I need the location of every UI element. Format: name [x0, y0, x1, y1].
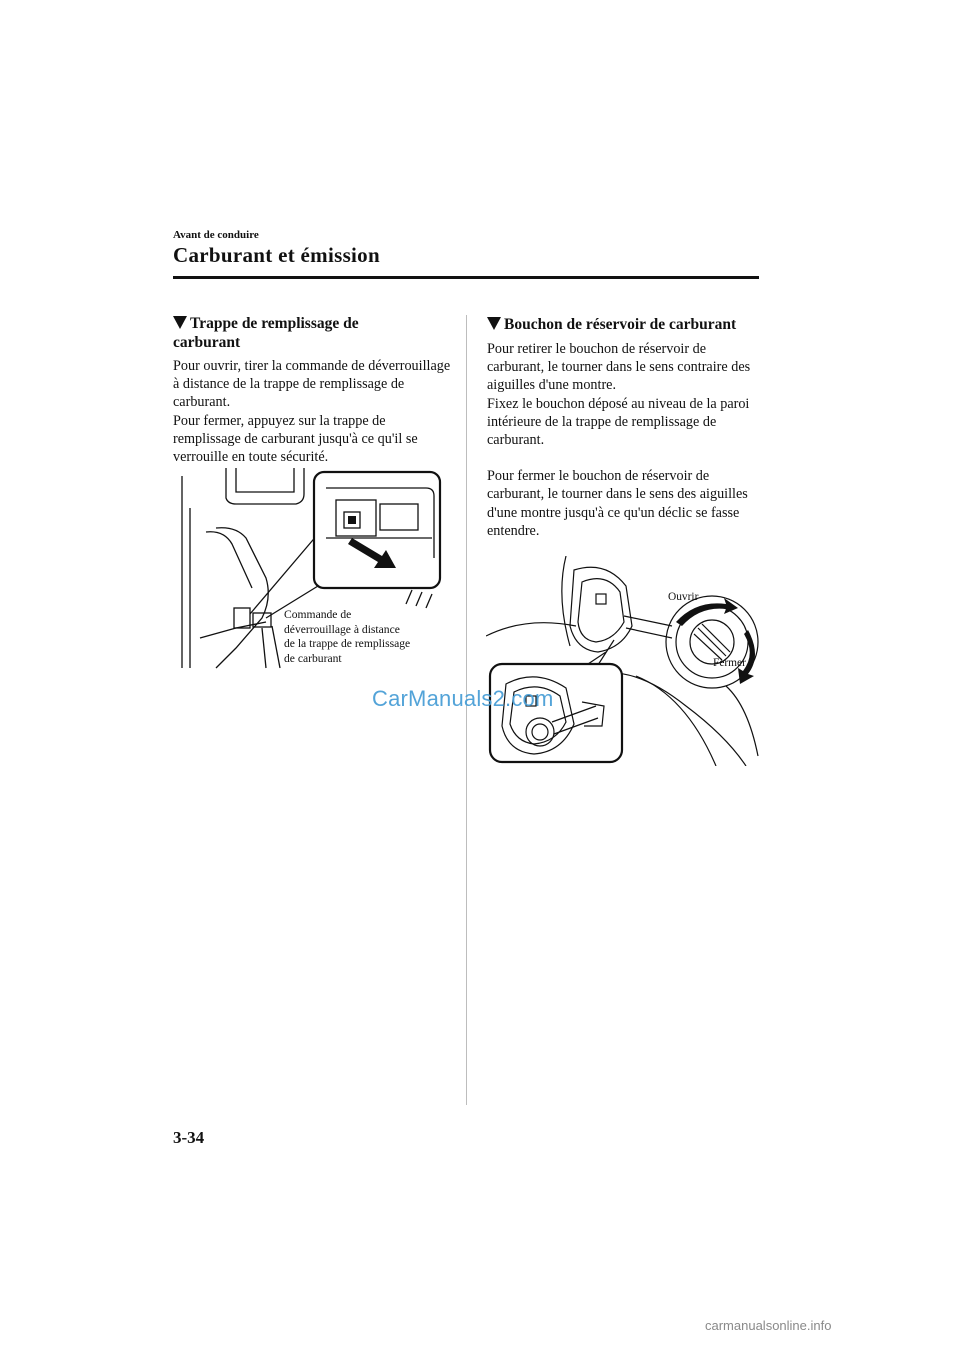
fuel-cap-heading: [487, 315, 767, 334]
watermark: CarManuals2.com: [372, 686, 554, 711]
callout-line-2: déverrouillage à distance: [284, 622, 400, 636]
fuel-cap-body: [487, 340, 763, 540]
fuel-door-close-paragraph: Pour fermer, appuyez sur la trappe de remplissage de carburant jusqu'à ce qu'il se verrouille en toute sécurité.: [173, 412, 418, 466]
triangle-bullet-icon: [487, 317, 501, 330]
callout-line-4: de carburant: [284, 651, 342, 665]
close-label: Fermer: [713, 657, 746, 669]
page-number: 3-34: [173, 1128, 205, 1147]
fuel-door-body: [173, 357, 453, 466]
open-label: Ouvrir: [668, 591, 699, 603]
fuel-door-open-paragraph: Pour ouvrir, tirer la commande de déverrouillage à distance de la trappe de remplissage de carburant.: [173, 358, 451, 411]
fuel-cap-close-paragraph: Pour fermer le bouchon de réservoir de carburant, le tourner dans le sens des aiguilles d'une montre jusqu'à ce qu'un déclic se fasse entendre.: [487, 468, 748, 539]
chapter-title: Carburant et émission: [173, 243, 380, 267]
fuel-door-heading-text: Trappe de remplissage de carburant: [173, 315, 359, 351]
fuel-cap-heading-text: Bouchon de réservoir de carburant: [504, 316, 737, 333]
fuel-cap-remove-paragraph: Pour retirer le bouchon de réservoir de carburant, le tourner dans le sens contraire des aiguilles d'une montre.: [487, 341, 751, 394]
fuel-cap-attach-paragraph: Fixez le bouchon déposé au niveau de la paroi intérieure de la trappe de remplissage de carburant.: [487, 395, 750, 449]
callout-line-3: de la trappe de remplissage: [284, 637, 411, 651]
header-rule: [173, 276, 759, 279]
section-label: Avant de conduire: [173, 229, 259, 241]
callout-line-1: Commande de: [284, 608, 352, 621]
footer-site: carmanualsonline.info: [705, 1318, 832, 1333]
release-lever-callout: [284, 608, 454, 666]
fuel-door-heading: [173, 314, 413, 352]
triangle-bullet-icon: [173, 316, 187, 329]
